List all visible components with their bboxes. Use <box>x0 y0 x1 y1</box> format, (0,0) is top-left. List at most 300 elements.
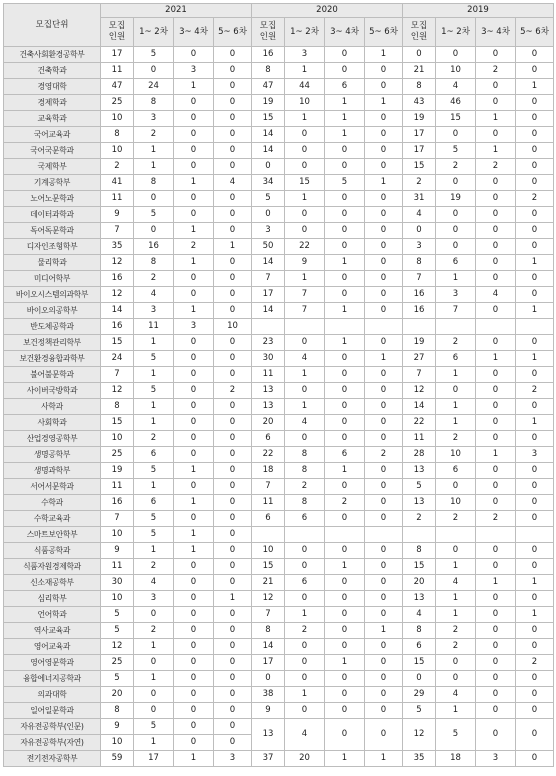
value-cell: 0 <box>214 255 252 271</box>
table-row <box>4 367 554 383</box>
value-cell: 0 <box>516 591 554 607</box>
value-cell: 0 <box>516 559 554 575</box>
value-cell: 0 <box>516 335 554 351</box>
value-cell: 11 <box>101 191 134 207</box>
value-cell: 0 <box>174 607 214 623</box>
unit-name: 역사교육과 <box>4 623 101 639</box>
value-cell: 2 <box>436 159 476 175</box>
value-cell: 0 <box>365 399 403 415</box>
value-cell: 12 <box>101 639 134 655</box>
value-cell: 7 <box>252 479 285 495</box>
unit-name: 영어교육과 <box>4 639 101 655</box>
value-cell: 2 <box>436 335 476 351</box>
value-cell: 0 <box>476 207 516 223</box>
value-cell: 1 <box>285 191 325 207</box>
value-cell: 0 <box>476 175 516 191</box>
value-cell: 0 <box>174 447 214 463</box>
value-cell: 0 <box>325 607 365 623</box>
value-cell: 0 <box>476 671 516 687</box>
value-cell: 8 <box>285 447 325 463</box>
value-cell: 47 <box>252 79 285 95</box>
value-cell: 1 <box>134 479 174 495</box>
value-cell: 0 <box>214 639 252 655</box>
value-cell: 0 <box>325 351 365 367</box>
value-cell: 3 <box>174 63 214 79</box>
value-cell: 0 <box>365 335 403 351</box>
table-row <box>4 127 554 143</box>
value-cell: 0 <box>174 415 214 431</box>
value-cell: 0 <box>214 159 252 175</box>
value-cell: 34 <box>252 175 285 191</box>
value-cell: 29 <box>403 687 436 703</box>
value-cell: 14 <box>252 127 285 143</box>
value-cell: 5 <box>134 527 174 543</box>
value-cell: 8 <box>101 127 134 143</box>
value-cell: 0 <box>214 79 252 95</box>
value-cell: 1 <box>476 575 516 591</box>
value-cell: 11 <box>403 431 436 447</box>
value-cell: 47 <box>101 79 134 95</box>
value-cell: 1 <box>365 175 403 191</box>
value-cell: 0 <box>134 63 174 79</box>
value-cell <box>403 527 436 543</box>
value-cell: 5 <box>436 143 476 159</box>
value-cell: 1 <box>174 527 214 543</box>
value-cell: 0 <box>365 639 403 655</box>
value-cell: 12 <box>403 719 436 751</box>
value-cell: 1 <box>436 703 476 719</box>
value-cell: 0 <box>516 95 554 111</box>
value-cell: 12 <box>101 255 134 271</box>
value-cell: 3 <box>134 111 174 127</box>
value-cell: 6 <box>325 447 365 463</box>
value-cell: 0 <box>476 591 516 607</box>
value-cell: 0 <box>365 575 403 591</box>
value-cell: 11 <box>101 479 134 495</box>
value-cell: 1 <box>285 607 325 623</box>
table-row <box>4 463 554 479</box>
value-cell: 0 <box>325 367 365 383</box>
table-row <box>4 399 554 415</box>
value-cell: 4 <box>403 607 436 623</box>
value-cell <box>252 319 285 335</box>
value-cell <box>325 527 365 543</box>
unit-name: 자유전공학부(인문) <box>4 719 101 735</box>
unit-name: 생명과학부 <box>4 463 101 479</box>
table-row <box>4 319 554 335</box>
value-cell: 6 <box>134 495 174 511</box>
unit-name: 독어독문학과 <box>4 223 101 239</box>
value-cell <box>436 319 476 335</box>
value-cell <box>252 527 285 543</box>
value-cell: 14 <box>252 143 285 159</box>
value-cell: 0 <box>476 559 516 575</box>
value-cell: 0 <box>365 79 403 95</box>
value-cell: 5 <box>134 207 174 223</box>
value-cell: 0 <box>476 623 516 639</box>
value-cell: 4 <box>476 287 516 303</box>
value-cell: 0 <box>436 127 476 143</box>
value-cell: 0 <box>214 287 252 303</box>
value-cell: 4 <box>214 175 252 191</box>
value-cell: 1 <box>516 79 554 95</box>
table-row <box>4 607 554 623</box>
value-cell: 5 <box>134 47 174 63</box>
value-cell: 3 <box>516 447 554 463</box>
value-cell: 0 <box>516 623 554 639</box>
table-row <box>4 687 554 703</box>
value-cell: 10 <box>101 735 134 751</box>
value-cell: 0 <box>476 655 516 671</box>
value-cell: 0 <box>476 127 516 143</box>
value-cell: 1 <box>476 447 516 463</box>
value-cell: 20 <box>252 415 285 431</box>
value-cell: 1 <box>134 735 174 751</box>
value-cell: 5 <box>403 703 436 719</box>
value-cell: 0 <box>174 47 214 63</box>
value-cell: 2 <box>134 559 174 575</box>
table-row <box>4 207 554 223</box>
value-cell: 8 <box>134 255 174 271</box>
value-cell: 2 <box>436 511 476 527</box>
value-cell: 0 <box>516 63 554 79</box>
value-cell: 0 <box>476 415 516 431</box>
value-cell: 0 <box>285 639 325 655</box>
value-cell: 1 <box>516 415 554 431</box>
value-cell: 38 <box>252 687 285 703</box>
value-cell: 0 <box>516 543 554 559</box>
value-cell: 0 <box>174 111 214 127</box>
value-cell: 0 <box>325 223 365 239</box>
value-cell: 8 <box>285 463 325 479</box>
value-cell: 22 <box>403 415 436 431</box>
value-cell: 15 <box>101 335 134 351</box>
value-cell: 0 <box>403 671 436 687</box>
value-cell: 3 <box>436 287 476 303</box>
value-cell: 2 <box>134 127 174 143</box>
value-cell: 1 <box>134 335 174 351</box>
value-cell: 2 <box>285 479 325 495</box>
unit-name: 보건정책관리학부 <box>4 335 101 351</box>
value-cell: 1 <box>365 623 403 639</box>
value-cell: 6 <box>436 351 476 367</box>
value-cell: 0 <box>516 207 554 223</box>
value-cell: 0 <box>174 639 214 655</box>
value-cell: 0 <box>476 239 516 255</box>
col-header: 1~ 2차 <box>436 18 476 47</box>
value-cell: 0 <box>436 543 476 559</box>
table-row <box>4 655 554 671</box>
year-header-2020: 2020 <box>252 4 403 18</box>
value-cell: 1 <box>436 559 476 575</box>
value-cell: 17 <box>252 655 285 671</box>
value-cell: 0 <box>174 95 214 111</box>
value-cell: 0 <box>403 47 436 63</box>
value-cell: 0 <box>365 191 403 207</box>
value-cell: 0 <box>134 223 174 239</box>
value-cell: 2 <box>365 447 403 463</box>
value-cell: 1 <box>174 495 214 511</box>
value-cell: 0 <box>365 655 403 671</box>
unit-name: 보건환경융합과학부 <box>4 351 101 367</box>
value-cell: 0 <box>214 655 252 671</box>
value-cell: 5 <box>101 671 134 687</box>
value-cell: 0 <box>325 271 365 287</box>
value-cell: 1 <box>516 255 554 271</box>
value-cell: 8 <box>134 175 174 191</box>
value-cell <box>403 319 436 335</box>
value-cell: 0 <box>516 511 554 527</box>
table-row <box>4 431 554 447</box>
value-cell: 15 <box>403 655 436 671</box>
value-cell: 0 <box>516 639 554 655</box>
value-cell: 0 <box>252 207 285 223</box>
value-cell: 0 <box>174 143 214 159</box>
table-row <box>4 111 554 127</box>
value-cell: 0 <box>285 335 325 351</box>
table-row <box>4 559 554 575</box>
value-cell: 46 <box>436 95 476 111</box>
value-cell: 7 <box>403 367 436 383</box>
value-cell: 30 <box>101 575 134 591</box>
unit-name: 산업경영공학부 <box>4 431 101 447</box>
value-cell: 41 <box>101 175 134 191</box>
value-cell: 0 <box>365 719 403 751</box>
table-row <box>4 383 554 399</box>
value-cell: 7 <box>101 367 134 383</box>
value-cell: 0 <box>214 63 252 79</box>
value-cell: 0 <box>214 703 252 719</box>
value-cell: 0 <box>325 143 365 159</box>
value-cell: 1 <box>174 303 214 319</box>
value-cell: 8 <box>403 623 436 639</box>
value-cell: 0 <box>174 703 214 719</box>
value-cell: 2 <box>516 191 554 207</box>
value-cell: 7 <box>403 271 436 287</box>
value-cell <box>285 527 325 543</box>
value-cell: 1 <box>436 271 476 287</box>
unit-name: 언어학과 <box>4 607 101 623</box>
table-row <box>4 415 554 431</box>
value-cell: 10 <box>436 63 476 79</box>
table-row <box>4 303 554 319</box>
unit-name: 국어국문학과 <box>4 143 101 159</box>
value-cell: 28 <box>403 447 436 463</box>
value-cell: 0 <box>214 367 252 383</box>
value-cell: 10 <box>214 319 252 335</box>
value-cell: 0 <box>516 159 554 175</box>
table-row <box>4 623 554 639</box>
table-row <box>4 639 554 655</box>
value-cell: 1 <box>476 143 516 159</box>
unit-header: 모집단위 <box>4 4 101 47</box>
value-cell: 8 <box>134 95 174 111</box>
value-cell: 0 <box>516 223 554 239</box>
unit-name: 생명공학부 <box>4 447 101 463</box>
value-cell: 0 <box>214 623 252 639</box>
value-cell: 0 <box>403 223 436 239</box>
value-cell: 0 <box>436 47 476 63</box>
value-cell: 0 <box>174 655 214 671</box>
value-cell: 1 <box>214 239 252 255</box>
value-cell: 1 <box>436 415 476 431</box>
value-cell: 1 <box>325 303 365 319</box>
table-row <box>4 575 554 591</box>
value-cell: 0 <box>214 447 252 463</box>
value-cell: 2 <box>403 511 436 527</box>
value-cell: 10 <box>101 591 134 607</box>
value-cell: 1 <box>516 351 554 367</box>
value-cell: 0 <box>476 399 516 415</box>
table-row <box>4 479 554 495</box>
value-cell: 7 <box>285 303 325 319</box>
value-cell: 0 <box>476 271 516 287</box>
value-cell: 5 <box>134 719 174 735</box>
value-cell: 8 <box>101 399 134 415</box>
unit-name: 의과대학 <box>4 687 101 703</box>
value-cell: 22 <box>252 447 285 463</box>
value-cell: 7 <box>252 607 285 623</box>
value-cell: 0 <box>252 671 285 687</box>
value-cell: 1 <box>516 303 554 319</box>
value-cell: 0 <box>365 159 403 175</box>
value-cell: 0 <box>365 207 403 223</box>
value-cell: 0 <box>516 271 554 287</box>
value-cell: 0 <box>516 719 554 751</box>
value-cell: 25 <box>101 447 134 463</box>
value-cell: 14 <box>403 399 436 415</box>
col-header: 5~ 6차 <box>214 18 252 47</box>
value-cell: 0 <box>174 559 214 575</box>
value-cell: 9 <box>252 703 285 719</box>
value-cell: 0 <box>436 223 476 239</box>
value-cell: 1 <box>285 367 325 383</box>
unit-name: 노어노문학과 <box>4 191 101 207</box>
value-cell: 17 <box>101 47 134 63</box>
value-cell: 25 <box>101 95 134 111</box>
value-cell: 5 <box>134 351 174 367</box>
value-cell: 1 <box>325 127 365 143</box>
year-header-2019: 2019 <box>403 4 554 18</box>
value-cell: 2 <box>403 175 436 191</box>
value-cell: 2 <box>436 431 476 447</box>
value-cell: 10 <box>285 95 325 111</box>
value-cell: 1 <box>285 63 325 79</box>
unit-name: 바이오의공학부 <box>4 303 101 319</box>
value-cell: 15 <box>403 559 436 575</box>
value-cell: 0 <box>436 383 476 399</box>
value-cell: 0 <box>325 479 365 495</box>
value-cell <box>516 527 554 543</box>
value-cell: 0 <box>516 671 554 687</box>
value-cell: 0 <box>365 591 403 607</box>
unit-name: 반도체공학과 <box>4 319 101 335</box>
value-cell: 0 <box>476 191 516 207</box>
value-cell: 0 <box>365 143 403 159</box>
unit-name: 불어불문학과 <box>4 367 101 383</box>
value-cell: 4 <box>285 415 325 431</box>
value-cell: 44 <box>285 79 325 95</box>
value-cell: 0 <box>325 575 365 591</box>
value-cell: 1 <box>174 255 214 271</box>
value-cell: 21 <box>252 575 285 591</box>
value-cell: 19 <box>403 335 436 351</box>
value-cell: 17 <box>134 751 174 767</box>
unit-name: 식품자원경제학과 <box>4 559 101 575</box>
value-cell: 3 <box>252 223 285 239</box>
value-cell: 0 <box>476 335 516 351</box>
value-cell <box>436 527 476 543</box>
unit-name: 자유전공학부(자연) <box>4 735 101 751</box>
value-cell: 0 <box>214 95 252 111</box>
value-cell: 5 <box>101 607 134 623</box>
value-cell: 0 <box>214 719 252 735</box>
value-cell: 0 <box>476 95 516 111</box>
value-cell: 11 <box>101 63 134 79</box>
value-cell: 3 <box>134 591 174 607</box>
value-cell: 13 <box>252 399 285 415</box>
unit-name: 경영대학 <box>4 79 101 95</box>
value-cell: 0 <box>516 47 554 63</box>
value-cell: 1 <box>436 367 476 383</box>
value-cell: 1 <box>325 463 365 479</box>
value-cell: 12 <box>101 287 134 303</box>
value-cell: 16 <box>403 303 436 319</box>
value-cell: 0 <box>325 623 365 639</box>
value-cell: 0 <box>214 463 252 479</box>
value-cell: 11 <box>101 559 134 575</box>
table-row <box>4 511 554 527</box>
table-row <box>4 447 554 463</box>
value-cell: 1 <box>134 415 174 431</box>
value-cell: 0 <box>365 687 403 703</box>
unit-name: 건축학과 <box>4 63 101 79</box>
value-cell: 20 <box>101 687 134 703</box>
value-cell: 7 <box>252 271 285 287</box>
value-cell: 1 <box>134 143 174 159</box>
value-cell: 6 <box>285 575 325 591</box>
unit-name: 심리학부 <box>4 591 101 607</box>
value-cell: 43 <box>403 95 436 111</box>
value-cell: 0 <box>365 511 403 527</box>
value-cell: 0 <box>325 703 365 719</box>
value-cell: 1 <box>285 687 325 703</box>
value-cell <box>285 319 325 335</box>
value-cell: 0 <box>516 463 554 479</box>
value-cell: 0 <box>436 175 476 191</box>
value-cell: 0 <box>174 287 214 303</box>
value-cell: 0 <box>174 671 214 687</box>
value-cell <box>365 319 403 335</box>
value-cell: 10 <box>101 143 134 159</box>
value-cell: 0 <box>365 431 403 447</box>
value-cell: 0 <box>285 383 325 399</box>
value-cell: 0 <box>214 351 252 367</box>
value-cell: 50 <box>252 239 285 255</box>
value-cell: 1 <box>174 543 214 559</box>
unit-name: 국제학부 <box>4 159 101 175</box>
value-cell: 0 <box>476 463 516 479</box>
value-cell: 1 <box>174 751 214 767</box>
value-cell: 0 <box>174 735 214 751</box>
value-cell: 9 <box>101 543 134 559</box>
value-cell: 0 <box>214 687 252 703</box>
value-cell: 13 <box>403 463 436 479</box>
value-cell: 0 <box>325 47 365 63</box>
value-cell: 6 <box>285 511 325 527</box>
value-cell: 0 <box>516 399 554 415</box>
value-cell: 0 <box>325 239 365 255</box>
